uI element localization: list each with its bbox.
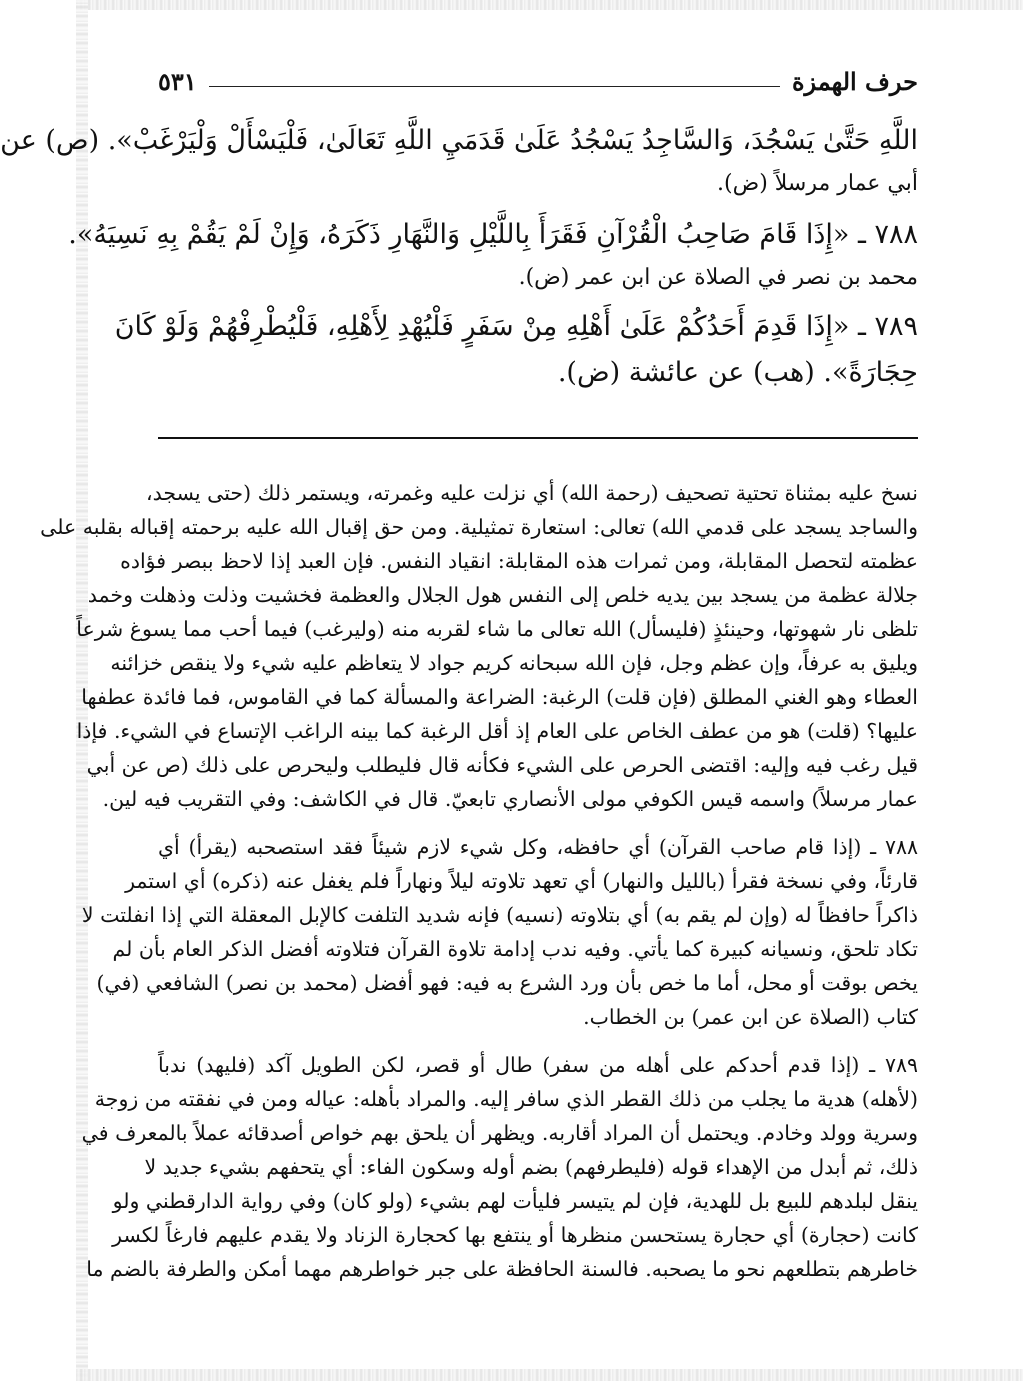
commentary-p1-line: ويليق به عرفاً، وإن عظم وجل، فإن الله سبحانه كريم جواد لا يتعاظم عليه شيء ولا ينقص خزائنه <box>110 651 918 675</box>
commentary-p3-line: ينقل لبلدهم للبيع بل للهدية، فإن لم يتيسر فليأت لهم بشيء (ولو كان) وفي رواية الدارقطني ولو <box>112 1189 918 1213</box>
commentary-p1-line: والساجد يسجد على قدمي الله) تعالى: استعارة تمثيلية. ومن حق إقبال الله عليه برحمته إقباله بقلبه على <box>40 515 918 539</box>
scan-edge-bottom <box>76 1369 1023 1381</box>
hadith-787-line-1: اللَّهِ حَتَّىٰ يَسْجُدَ، وَالسَّاجِدُ يَسْجُدُ عَلَىٰ قَدَمَيِ اللَّهِ تَعَالَىٰ، فَلْيَسْأَلْ وَلْيَرْغَبْ». (ص) عن <box>0 125 918 156</box>
commentary-p1-line: جلالة عظمة من يسجد بين يديه خلص إلى النفس هول الجلال والعظمة فخشيت وذلت وذهلت وخمد <box>87 583 918 607</box>
chapter-title: حرف الهمزة <box>791 66 918 96</box>
commentary-block <box>40 476 918 1286</box>
commentary-p1-line: عظمته لتحصل المقابلة، ومن ثمرات هذه المقابلة: انقياد النفس. فإن العبد إذا لاحظ ببصر فؤاده <box>120 549 918 573</box>
hadith-788-source: محمد بن نصر في الصلاة عن ابن عمر (ض). <box>518 265 918 290</box>
commentary-p2-line: ٧٨٨ ـ (إذا قام صاحب القرآن) أي حافظه، وكل شيء لازم شيئاً فقد استصحبه (يقرأ) أي <box>158 835 918 859</box>
footnote-divider <box>158 437 918 439</box>
commentary-p3-line: كانت (حجارة) أي حجارة يستحسن منظرها أو ينتفع بها كحجارة الزناد ولا يقدم عليهم فارغاً لكسر <box>112 1223 918 1247</box>
header-rule <box>209 86 780 87</box>
hadith-789-line-2: حِجَارَةً». (هب) عن عائشة (ض). <box>557 357 918 388</box>
commentary-p2-line: تكاد تلحق، ونسيانه كبيرة كما يأتي. وفيه ندب إدامة تلاوة القرآن فتلاوته أفضل الذكر العام بأن لم <box>112 937 918 961</box>
commentary-p3-line: (لأهله) هدية ما يجلب من ذلك القطر الذي سافر إليه. والمراد بأهله: عياله ومن في نفقته من زوجة <box>94 1087 918 1111</box>
hadith-text-block <box>0 118 918 396</box>
commentary-p3-line: خاطرهم بتطلعهم نحو ما يصحبه. فالسنة الحافظة على جبر خواطرهم مهما أمكن والطرفة بالضم ما <box>86 1257 918 1281</box>
commentary-p1-line: قيل رغب فيه وإليه: اقتضى الحرص على الشيء فكأنه قال فليطلب وليحرص على ذلك (ص عن أبي <box>86 753 918 777</box>
commentary-p2-line: ذاكراً حافظاً له (وإن لم يقم به) أي بتلاوته (نسيه) فإنه شديد التلفت كالإبل المعقلة التي إذا انفلتت لا <box>81 903 918 927</box>
hadith-789-line-1: ٧٨٩ ـ «إِذَا قَدِمَ أَحَدُكُمْ عَلَىٰ أَهْلِهِ مِنْ سَفَرٍ فَلْيُهْدِ لِأَهْلِهِ، فَلْيُطْرِفْهُمْ وَلَوْ كَانَ <box>114 311 918 342</box>
commentary-p1-line: نسخ عليه بمثناة تحتية تصحيف (رحمة الله) أي نزلت عليه وغمرته، ويستمر ذلك (حتى يسجد، <box>146 481 918 505</box>
hadith-788-line-1: ٧٨٨ ـ «إِذَا قَامَ صَاحِبُ الْقُرْآنِ فَقَرَأَ بِاللَّيْلِ وَالنَّهَارِ ذَكَرَهُ، وَإِنْ لَمْ يَقُمْ بِهِ نَسِيَهُ». <box>68 219 918 250</box>
running-header <box>158 64 918 98</box>
commentary-p2-line: كتاب (الصلاة عن ابن عمر) بن الخطاب. <box>583 1005 918 1029</box>
commentary-p1-line: عليها؟ (قلت) هو من عطف الخاص على العام إذ أقل الرغبة كما بينه الراغب الإتساع في الشيء. فإذا <box>76 719 918 743</box>
commentary-p1-line: تلظى نار شهوتها، وحينئذٍ (فليسأل) الله تعالى ما شاء لقربه منه (وليرغب) فيما أحب مما يسوغ شرعاً <box>76 617 918 641</box>
commentary-p1-line: عمار مرسلاً) واسمه قيس الكوفي مولى الأنصاري تابعيّ. قال في الكاشف: وفي التقريب فيه لين. <box>102 787 918 811</box>
commentary-p3-line: وسرية وولد وخادم. ويحتمل أن المراد أقاربه. ويظهر أن يلحق بهم خواص أصدقائه عملاً بالمعرف في <box>81 1121 918 1145</box>
commentary-p3-line: ٧٨٩ ـ (إذا قدم أحدكم على أهله من سفر) طال أو قصر، لكن الطويل آكد (فليهد) ندباً <box>158 1053 918 1077</box>
commentary-p2-line: يخص بوقت أو محل، أما ما خص بأن ورد الشرع به فيه: فهو أفضل (محمد بن نصر) الشافعي (في) <box>96 971 918 995</box>
commentary-p2-line: قارئاً، وفي نسخة فقرأ (بالليل والنهار) أي تعهد تلاوته ليلاً ونهاراً فلم يغفل عنه (ذكره) أي استمر <box>125 869 918 893</box>
scan-edge-top <box>76 0 1023 10</box>
page-number: ٥٣١ <box>158 66 197 96</box>
hadith-787-source: أبي عمار مرسلاً (ض). <box>717 171 918 196</box>
commentary-p3-line: ذلك، ثم أبدل من الإهداء قوله (فليطرفهم) بضم أوله وسكون الفاء: أي يتحفهم بشيء جديد لا <box>144 1155 918 1179</box>
commentary-p1-line: العطاء وهو الغني المطلق (فإن قلت) الرغبة: الضراعة والمسألة كما في القاموس، فما فائدة عطفها <box>81 685 918 709</box>
